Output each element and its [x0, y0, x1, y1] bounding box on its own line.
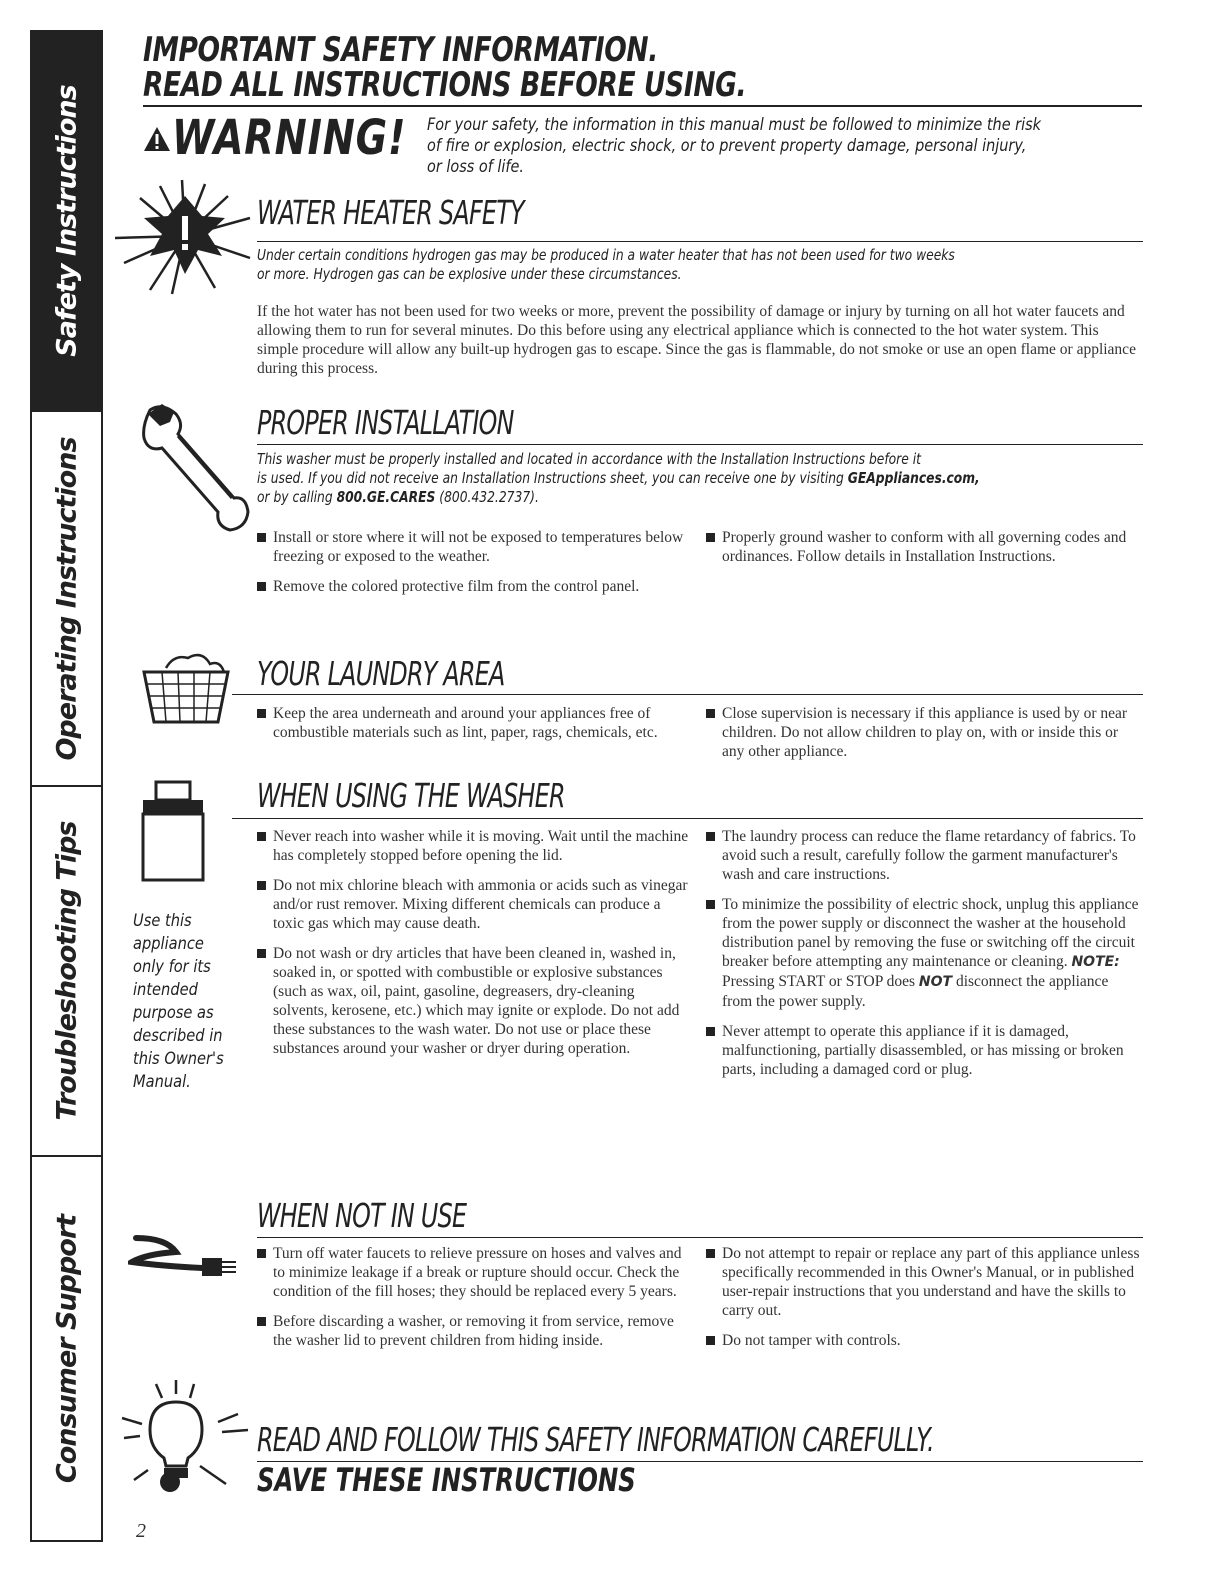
- closing-title: READ AND FOLLOW THIS SAFETY INFORMATION CAREFULLY.: [257, 1420, 934, 1459]
- list-item: Close supervision is necessary if this appliance is used by or near children. Do not allow children to play on, with or inside this or any other appliance.: [706, 704, 1142, 761]
- list-item: Do not tamper with controls.: [706, 1331, 1142, 1350]
- tab-label: Safety Instructions: [51, 85, 82, 357]
- bullet-list-right: [706, 704, 1142, 772]
- warning-label: WARNING!: [172, 110, 407, 166]
- tab-consumer-support[interactable]: [32, 1157, 101, 1540]
- list-item: Do not wash or dry articles that have been cleaned in, washed in, soaked in, or spotted with combustible or explosive substances (such as wax, oil, paint, gasoline, degreasers, dry-cleaning solvents, kerosene, etc.) which may ignite or explode. Do not add these substances to the wash water. Do not use or place these substances around your washer or dryer during operation.: [257, 944, 689, 1058]
- bullet-list-left: [257, 528, 687, 607]
- divider: [143, 105, 1142, 107]
- list-item: Install or store where it will not be exposed to temperatures below freezing or exposed to the weather.: [257, 528, 687, 566]
- tab-label: Operating Instructions: [51, 436, 82, 761]
- emphasis-not: NOT: [918, 974, 953, 990]
- tab-operating-instructions[interactable]: [32, 412, 101, 787]
- divider: [232, 818, 1143, 819]
- laundry-basket-icon: [138, 650, 234, 726]
- section-body: If the hot water has not been used for two weeks or more, prevent the possibility of damage or injury by turning on all hot water faucets and allowing them to run for several minutes. Do this before using any electrical appliance which is connected to the hot water system. This simple procedure will allow any built-up hydrogen gas to escape. Since the gas is flammable, do not smoke or use an open flame or appliance during this process.: [257, 303, 1136, 377]
- save-instructions-title: SAVE THESE INSTRUCTIONS: [257, 1461, 636, 1499]
- sidebar-tabs: [30, 30, 103, 1542]
- section-title: PROPER INSTALLATION: [257, 403, 514, 442]
- tab-label: Troubleshooting Tips: [51, 821, 82, 1121]
- tab-safety-instructions[interactable]: [32, 32, 101, 412]
- section-title: WHEN USING THE WASHER: [257, 776, 565, 815]
- section-intro: Under certain conditions hydrogen gas may be produced in a water heater that has not been used for two weeks or more. Hydrogen gas can be explosive under these circumstances.: [257, 246, 955, 283]
- list-item: Remove the colored protective film from the control panel.: [257, 577, 687, 596]
- wrench-icon: [140, 400, 250, 540]
- hose-icon: [128, 1230, 240, 1280]
- divider: [257, 444, 1143, 445]
- list-item: Keep the area underneath and around your appliances free of combustible materials such as lint, paper, rags, chemicals, etc.: [257, 704, 687, 742]
- list-item: Do not attempt to repair or replace any part of this appliance unless specifically recommended in this Owner's Manual, or in published user-repair instructions that you understand and have the skills to carry out.: [706, 1244, 1142, 1320]
- list-item: Turn off water faucets to relieve pressure on hoses and valves and to minimize leakage if a break or rupture should occur. Check the condition of the fill hoses; they should be replaced every 5 years.: [257, 1244, 689, 1301]
- list-item: The laundry process can reduce the flame retardancy of fabrics. To avoid such a result, carefully follow the garment manufacturer's wash and care instructions.: [706, 827, 1142, 884]
- tab-label: Consumer Support: [51, 1214, 82, 1483]
- list-item: Before discarding a washer, or removing it from service, remove the washer lid to prevent children from hiding inside.: [257, 1312, 689, 1350]
- bullet-list-right: [706, 1244, 1142, 1361]
- website-link[interactable]: GEAppliances.com,: [847, 469, 980, 487]
- bullet-list-right: [706, 528, 1142, 577]
- bullet-list-left: [257, 1244, 689, 1361]
- header-line-1: IMPORTANT SAFETY INFORMATION.: [143, 30, 658, 70]
- list-item: To minimize the possibility of electric shock, unplug this appliance from the power supply or disconnect the washer at the household distribution panel by removing the fuse or switching off the circuit breaker before attempting any maintenance or cleaning. NOTE: Pressing START or STOP does NOT disconnect the appliance from the power supply.: [706, 895, 1142, 1011]
- section-title: WHEN NOT IN USE: [257, 1196, 467, 1235]
- divider: [257, 241, 1143, 242]
- light-bulb-icon: [118, 1380, 258, 1500]
- section-title: YOUR LAUNDRY AREA: [257, 654, 505, 693]
- list-item: Never reach into washer while it is moving. Wait until the machine has completely stopped before opening the lid.: [257, 827, 689, 865]
- tab-troubleshooting-tips[interactable]: [32, 787, 101, 1157]
- header-line-2: READ ALL INSTRUCTIONS BEFORE USING.: [143, 65, 747, 105]
- page-number: 2: [136, 1520, 146, 1542]
- bullet-list-right: [706, 827, 1142, 1090]
- list-item: Properly ground washer to conform with all governing codes and ordinances. Follow details in Installation Instructions.: [706, 528, 1142, 566]
- explosion-icon: [110, 178, 260, 298]
- side-note: Use this appliance only for its intended purpose as described in this Owner's Manual.: [133, 911, 224, 1092]
- bullet-list-left: [257, 827, 689, 1069]
- list-item: Do not mix chlorine bleach with ammonia or acids such as vinegar and/or rust remover. Mixing different chemicals can produce a toxic gas which may cause death.: [257, 876, 689, 933]
- list-item: Never attempt to operate this appliance if it is damaged, malfunctioning, partially disassembled, or has missing or broken parts, including a damaged cord or plug.: [706, 1022, 1142, 1079]
- note-label: NOTE:: [1071, 954, 1120, 970]
- warning-triangle-icon: [143, 126, 171, 152]
- bullet-list-left: [257, 704, 687, 753]
- section-intro: This washer must be properly installed and located in accordance with the Installation Instructions before it is used. If you did not receive an Installation Instructions sheet, you can receive one by visiting GEAppliances.com, or by calling 800.GE.CARES (800.432.2737).: [257, 450, 980, 506]
- section-title: WATER HEATER SAFETY: [257, 193, 524, 232]
- divider: [257, 1237, 1143, 1238]
- warning-text: For your safety, the information in this manual must be followed to minimize the risk of fire or explosion, electric shock, or to prevent property damage, personal injury, or loss of life.: [427, 115, 1042, 177]
- phone-number: 800.GE.CARES: [336, 488, 436, 506]
- divider: [232, 694, 1143, 695]
- washer-icon: [140, 780, 206, 884]
